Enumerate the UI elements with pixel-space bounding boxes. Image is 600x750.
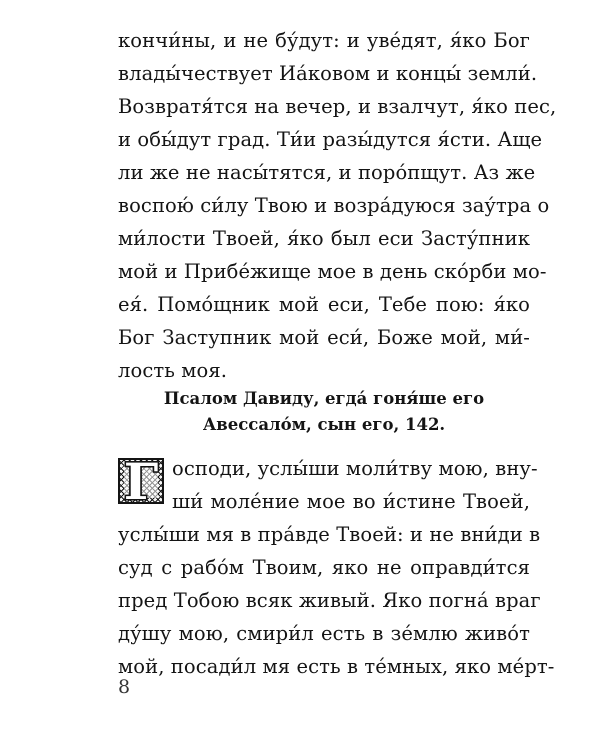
psalm-text-continued	[118, 24, 557, 387]
text-line: лость моя.	[118, 359, 228, 382]
text-line: ли же не насы́тятся, и поро́пщут. Аз же	[118, 161, 536, 184]
text-line: ши́ моле́ние мое во и́стине Твоей,	[172, 490, 530, 513]
psalm-142-text	[118, 452, 555, 683]
text-line: ея́. Помо́щник мой еси, Тебе пою: я́ко	[118, 293, 530, 316]
text-line: суд с рабо́м Твоим, яко не оправди́тся	[118, 556, 530, 579]
text-line: услы́ши мя в пра́вде Твоей: и не вни́ди в	[118, 523, 541, 546]
drop-cap-letter: Г	[123, 452, 159, 511]
text-line: воспою́ си́лу Твою и возра́дуюся зау́тра о	[118, 194, 550, 217]
text-line: мой, посади́л мя есть в те́мных, яко ме́рт-	[118, 655, 555, 678]
text-line: Бог Заступник мой еси́, Боже мой, ми́-	[118, 326, 530, 349]
text-line: пред Тобою всяк живый. Яко погна́ враг	[118, 589, 541, 612]
psalm-heading-line-1: Псалом Давиду, егда́ гоня́ше его	[163, 389, 485, 408]
page-number: 8	[118, 676, 131, 698]
text-line: ду́шу мою, смири́л есть в зе́млю живо́т	[118, 622, 530, 645]
text-line: Возвратя́тся на вечер, и взалчут, я́ко пес,	[118, 95, 557, 118]
text-line: ми́лости Твоей, я́ко был еси Засту́пник	[118, 227, 530, 250]
text-line: и обы́дут град. Ти́и разы́дутся я́сти. Аще	[118, 128, 543, 151]
text-line: осподи, услы́ши моли́тву мою, вну-	[172, 457, 538, 480]
psalm-heading-line-2: Авессало́м, сын его, 142.	[202, 415, 446, 434]
psalm-heading	[118, 386, 530, 438]
text-line: мой и Прибе́жище мое в день ско́рби мо-	[118, 260, 547, 283]
text-line: влады́чествует Иа́ковом и концы́ земли́.	[118, 62, 538, 85]
text-line: кончи́ны, и не бу́дут: и уве́дят, я́ко Бог	[118, 29, 530, 52]
